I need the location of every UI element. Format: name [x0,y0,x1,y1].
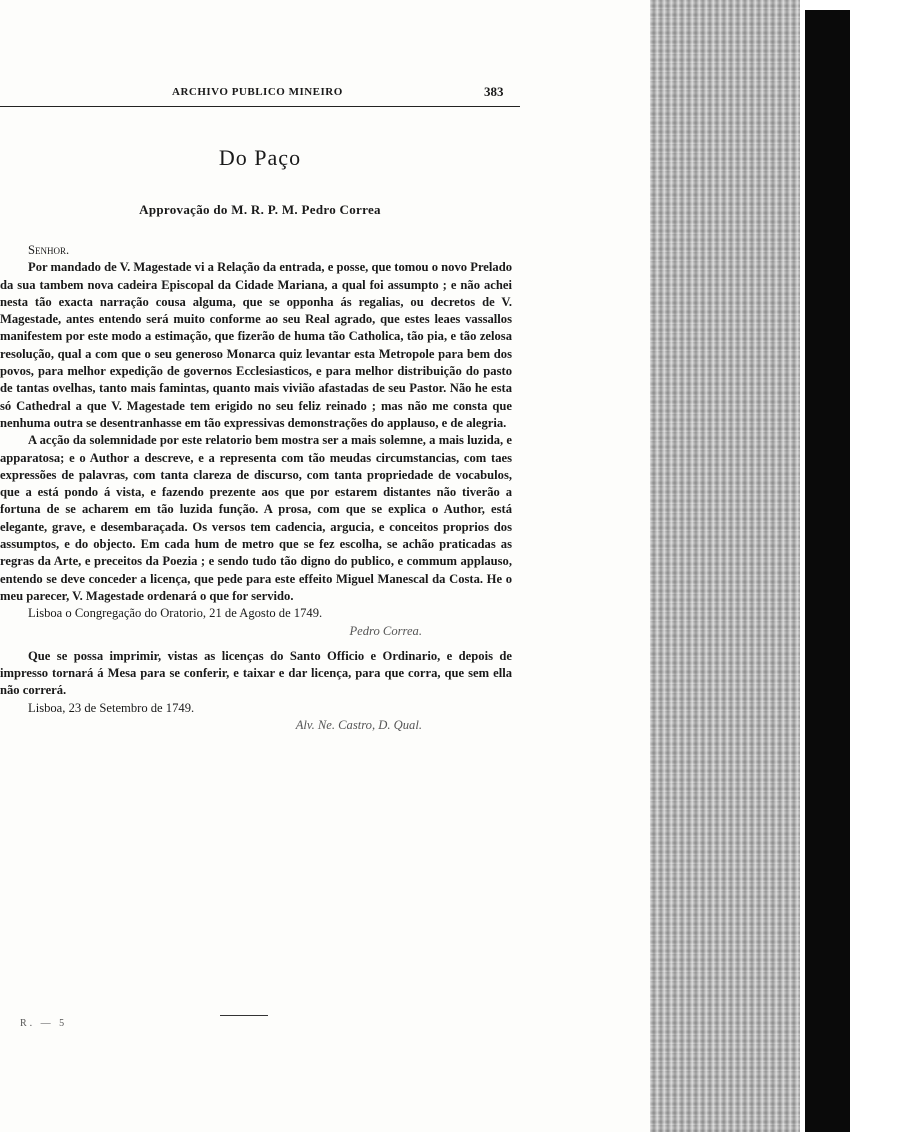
binding-black-band [805,10,850,1132]
binding-texture [650,0,800,1132]
order-paragraph: Que se possa imprimir, vistas as licenças do Santo Officio e Ordinario, e depois de impresso tornará á Mesa para se conferir, e taixar e dar licença, para que corra, que sem ella não correrá. [0,648,512,698]
running-header [0,80,520,107]
paragraph-1: Por mandado de V. Magestade vi a Relação da entrada, e posse, que tomou o novo Prelado da sua tambem nova cadeira Episcopal da Cidade Mariana, a qual foi assumpto ; e não achei nesta tão exacta narração cousa alguma, que se opponha ás regalias, ou decretos de V. Magestade, antes entendo será muito conforme ao seu Real agrado, que estes leaes vassallos manifestem por este modo a estimação, que fizerão de huma tão Catholica, tão pia, e tão zelosa resolução, qual a com que o seu generoso Monarca quiz levantar esta Metropole para bem dos povos, para melhor expedição de governos Ecclesiasticos, e para melhor distribuição do pasto de tantas ovelhas, tanto mais famintas, quanto mais vivião afastadas de seu Pastor. Não he esta só Cathedral a que V. Magestade tem erigido no seu feliz reinado ; mas não me consta que nenhuma outra se desentranhasse em tão expressivas demonstrações do applauso, e de alegria. [0,260,512,430]
approval-subtitle: Approvação do M. R. P. M. Pedro Correa [139,202,381,217]
signature-1: Pedro Correa. [349,623,422,638]
salutation: Senhor. [28,243,70,257]
page-number: 383 [484,84,504,99]
footer-mark: R. — 5 [20,1018,68,1029]
spacer [0,640,512,648]
book-binding-edge [650,0,903,1132]
signature-2: Alv. Ne. Castro, D. Qual. [295,718,422,733]
body-text [0,242,512,734]
binding-white-margin [850,0,903,1132]
footer-rule [220,1015,268,1016]
paragraph-2: A acção da solemnidade por este relatorio bem mostra ser a mais solemne, a mais luzida, e apparatosa; e o Author a descreve, e a representa com tão meudas circumstancias, com taes expressões de palavras, com tanta clareza de discurso, com tanta propriedade de vocabulos, que a está pondo á vista, e fazendo prezente aos que por estarem distantes não tiverão a fortuna de se acharem em tão luzida função. A prosa, com que se explica o Author, está elegante, grave, e desembaraçada. Os versos tem cadencia, argucia, e conceitos proprios dos assumptos, e do objecto. Em cada hum de metro que se fez escolha, se achão praticadas as regras da Arte, e preceitos da Poezia ; e sendo tudo tão digno do publico, e commum applauso, entendo se deve conceder a licença, que pede para este effeito Miguel Manescal da Costa. He o meu parecer, V. Magestade ordenará o que for servido. [0,433,512,603]
dateline-2: Lisboa, 23 de Setembro de 1749. [28,700,195,715]
header-title: ARCHIVO PUBLICO MINEIRO [172,86,343,98]
dateline-1: Lisboa o Congregação do Oratorio, 21 de Agosto de 1749. [28,606,323,621]
section-title: Do Paço [218,145,302,170]
